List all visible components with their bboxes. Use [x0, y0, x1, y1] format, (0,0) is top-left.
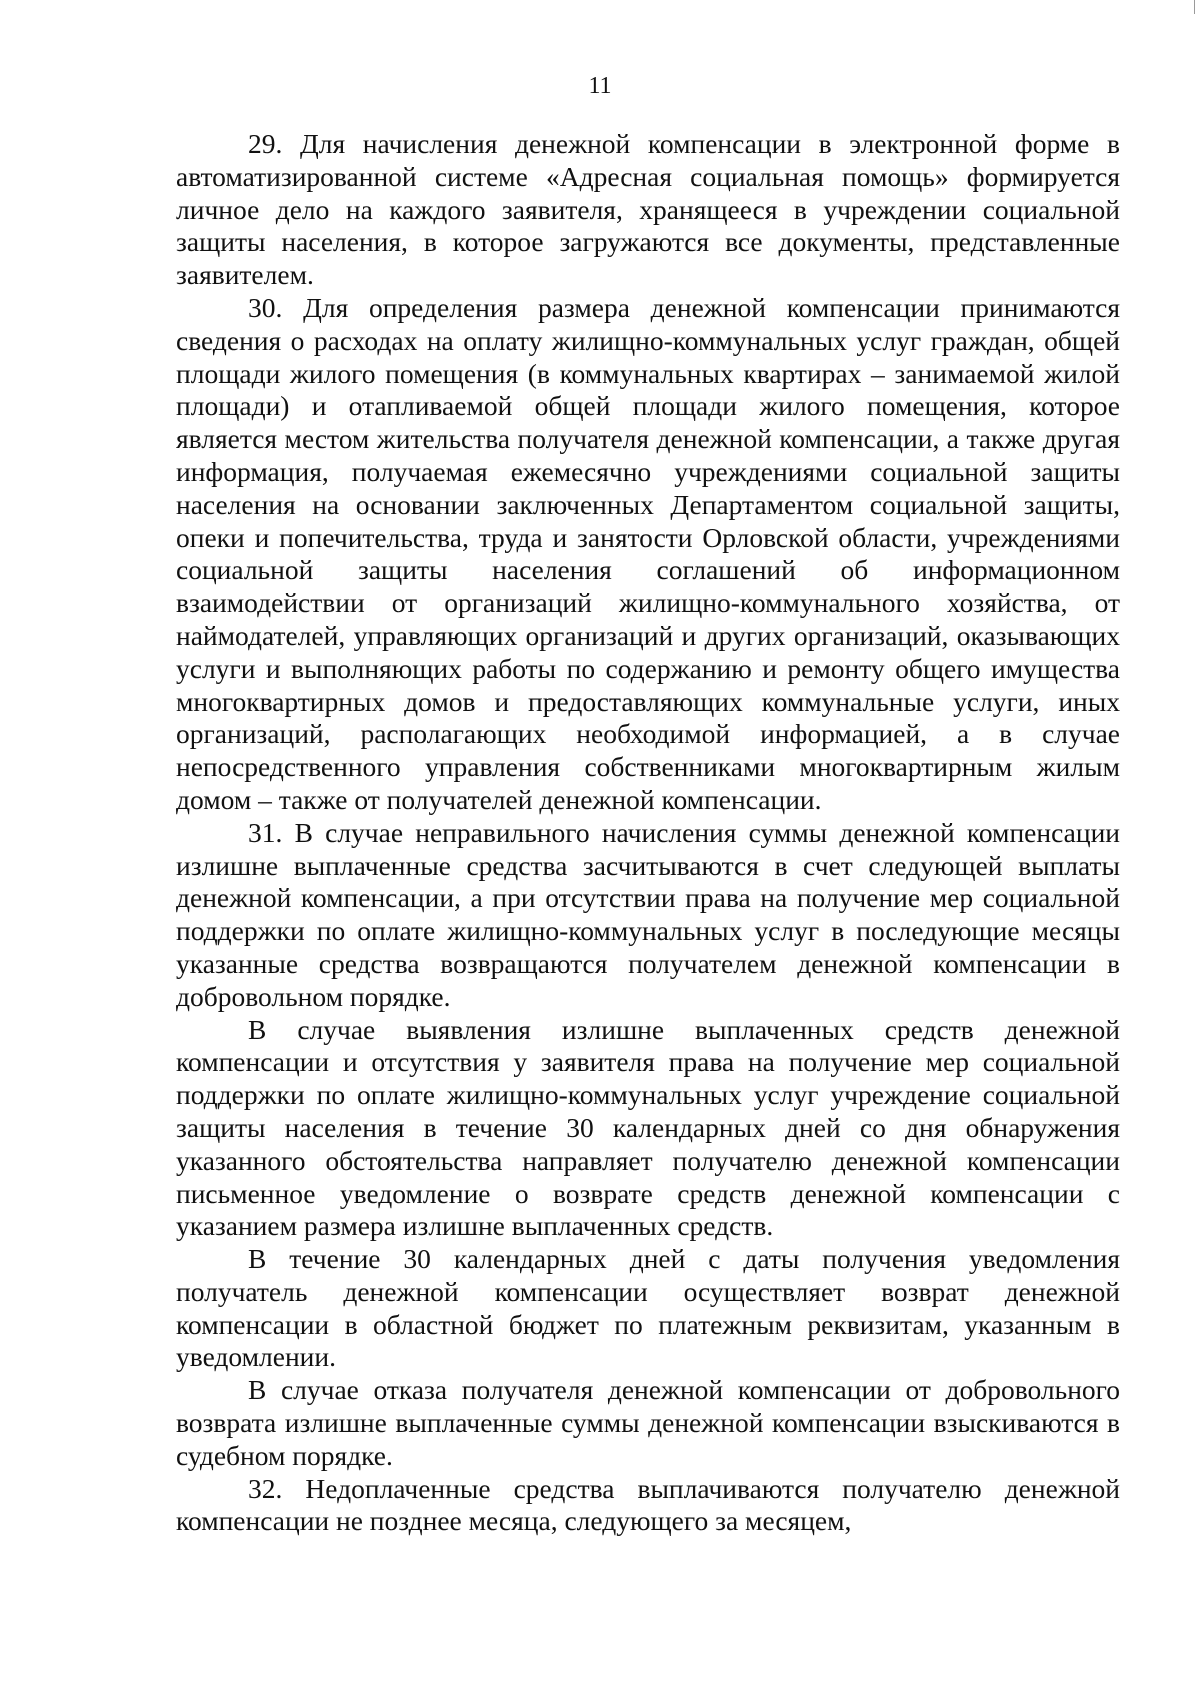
page-number: 11 [588, 73, 612, 99]
paragraph-32: 32. Недоплаченные средства выплачиваются получателю денежной компенсации не позднее месяца, следующего за месяцем, [176, 1472, 1120, 1537]
paragraph-30: 30. Для определения размера денежной компенсации принимаются сведения о расходах на оплату жилищно-коммунальных услуг граждан, общей площади жилого помещения (в коммунальных квартирах – занимаемой жилой площади) и отапливаемой общей площади жилого помещения, которое является местом жительства получателя денежной компенсации, а также другая информация, получаемая ежемесячно учреждениями социальной защиты населения на основании заключенных Департаментом социальной защиты, опеки и попечительства, труда и занятости Орловской области, учреждениями социальной защиты населения соглашений об информационном взаимодействии от организаций жилищно-коммунального хозяйства, от наймодателей, управляющих организаций и других организаций, оказывающих услуги и выполняющих работы по содержанию и ремонту общего имущества многоквартирных домов и предоставляющих коммунальные услуги, иных организаций, располагающих необходимой информацией, а в случае непосредственного управления собственниками многоквартирным жилым домом – также от получателей денежной компенсации. [176, 291, 1120, 815]
scan-edge-mark [1194, 0, 1195, 14]
document-body [176, 128, 1120, 1538]
paragraph-court-recovery: В случае отказа получателя денежной компенсации от добровольного возврата излишне выплаченные суммы денежной компенсации взыскиваются в судебном порядке. [176, 1374, 1120, 1471]
paragraph-return-deadline: В течение 30 календарных дней с даты получения уведомления получатель денежной компенсации осуществляет возврат денежной компенсации в областной бюджет по платежным реквизитам, указанным в уведомлении. [176, 1243, 1120, 1373]
paragraph-31: 31. В случае неправильного начисления суммы денежной компенсации излишне выплаченные средства засчитываются в счет следующей выплаты денежной компенсации, а при отсутствии права на получение мер социальной поддержки по оплате жилищно-коммунальных услуг в последующие месяцы указанные средства возвращаются получателем денежной компенсации в добровольном порядке. [176, 816, 1120, 1012]
paragraph-overpayment-notice: В случае выявления излишне выплаченных средств денежной компенсации и отсутствия у заявителя права на получение мер социальной поддержки по оплате жилищно-коммунальных услуг учреждение социальной защиты населения в течение 30 календарных дней со дня обнаружения указанного обстоятельства направляет получателю денежной компенсации письменное уведомление о возврате средств денежной компенсации с указанием размера излишне выплаченных средств. [176, 1013, 1120, 1242]
paragraph-29: 29. Для начисления денежной компенсации в электронной форме в автоматизированной системе «Адресная социальная помощь» формируется личное дело на каждого заявителя, хранящееся в учреждении социальной защиты населения, в которое загружаются все документы, представленные заявителем. [176, 128, 1120, 291]
